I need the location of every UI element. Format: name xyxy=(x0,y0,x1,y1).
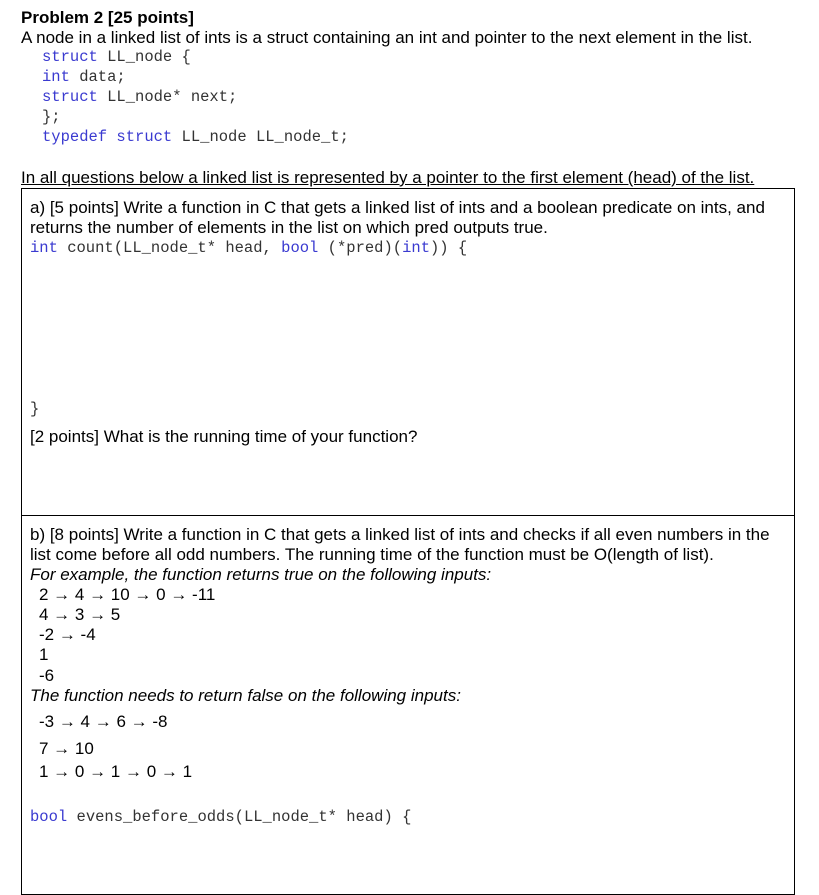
code-text: LL_node* next; xyxy=(97,88,238,106)
keyword: int xyxy=(42,68,70,86)
code-text: (*pred)( xyxy=(318,239,403,257)
representation-note: In all questions below a linked list is represented by a pointer to the first element (head) of the list. xyxy=(21,168,755,187)
true-input: -2 → -4 xyxy=(39,625,96,644)
part-a-answer-box[interactable] xyxy=(21,188,795,516)
code-line-next xyxy=(42,87,349,107)
problem-title: Problem 2 [25 points] xyxy=(21,8,194,27)
false-input: -3 → 4 → 6 → -8 xyxy=(39,712,168,731)
count-closing-brace: } xyxy=(30,400,40,418)
code-text: LL_node { xyxy=(97,48,191,66)
keyword: typedef struct xyxy=(42,128,173,146)
code-line-close: }; xyxy=(42,108,61,126)
problem-intro: A node in a linked list of ints is a struct containing an int and pointer to the next element in the list. xyxy=(21,28,753,47)
code-line-typedef xyxy=(42,127,349,147)
running-time-question: [2 points] What is the running time of your function? xyxy=(30,427,418,446)
part-a-prompt-line2: returns the number of elements in the list on which pred outputs true. xyxy=(30,218,548,237)
true-input: 1 xyxy=(39,645,49,664)
code-line-data xyxy=(42,67,349,87)
code-text: evens_before_odds(LL_node_t* head) { xyxy=(67,808,412,826)
true-examples-intro: For example, the function returns true on the following inputs: xyxy=(30,565,492,584)
keyword: bool xyxy=(281,239,319,257)
part-b-answer-box[interactable] xyxy=(21,515,795,895)
count-signature xyxy=(30,238,467,258)
code-text: data; xyxy=(69,68,126,86)
true-input: 4 → 3 → 5 xyxy=(39,605,121,624)
keyword: struct xyxy=(42,48,98,66)
keyword: bool xyxy=(30,808,68,826)
false-examples-intro: The function needs to return false on the following inputs: xyxy=(30,686,461,705)
code-text: )) { xyxy=(430,239,468,257)
false-input: 7 → 10 xyxy=(39,739,94,758)
struct-code-block xyxy=(42,47,349,147)
part-b-prompt-line2: list come before all odd numbers. The running time of the function must be O(length of list). xyxy=(30,545,714,564)
keyword: struct xyxy=(42,88,98,106)
code-text: count(LL_node_t* head, xyxy=(57,239,282,257)
part-b-prompt-line1: b) [8 points] Write a function in C that gets a linked list of ints and checks if all even numbers in the xyxy=(30,525,770,544)
evens-before-odds-signature xyxy=(30,807,411,827)
keyword: int xyxy=(30,239,58,257)
false-input: 1 → 0 → 1 → 0 → 1 xyxy=(39,762,193,781)
keyword: int xyxy=(402,239,430,257)
code-line-struct xyxy=(42,47,349,67)
part-a-prompt-line1: a) [5 points] Write a function in C that gets a linked list of ints and a boolean predicate on ints, and xyxy=(30,198,765,217)
code-text: LL_node LL_node_t; xyxy=(172,128,349,146)
true-input: 2 → 4 → 10 → 0 → -11 xyxy=(39,585,216,604)
true-input: -6 xyxy=(39,666,55,685)
